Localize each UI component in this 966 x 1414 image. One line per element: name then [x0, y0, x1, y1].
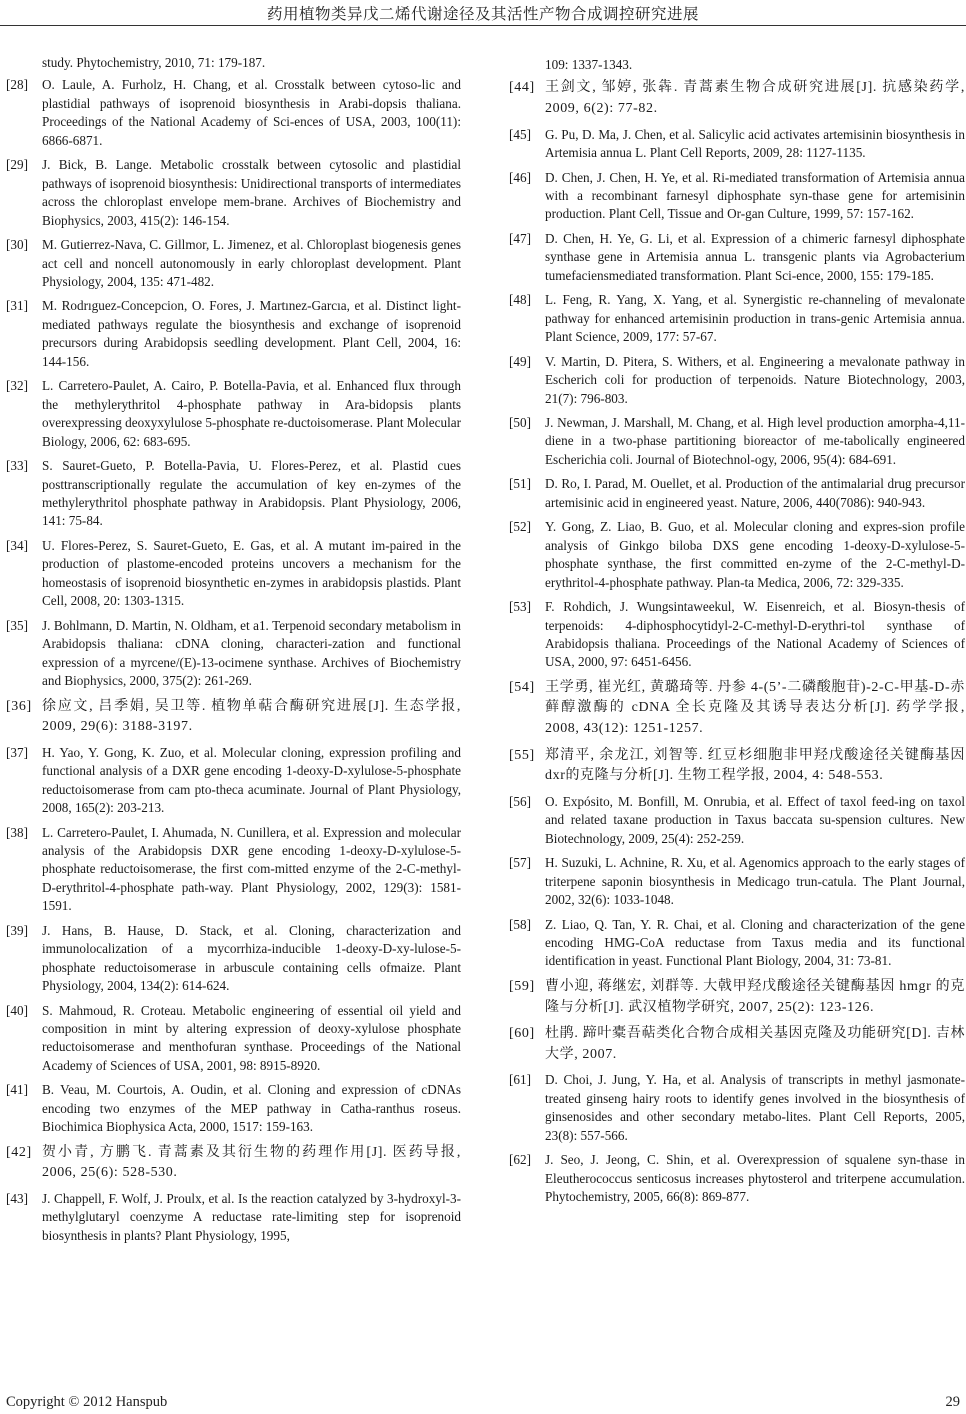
reference-text: S. Mahmoud, R. Croteau. Metabolic engineering of essential oil yield and composition in mint by altering expression of deoxy-xylulose phosphate reductoisomerase and menthofuran synthase. Proceedings of the National Academy of Sciences of USA, 2001, 98: 8915-8920.: [42, 1002, 461, 1073]
reference-number: [30]: [6, 237, 28, 253]
reference-number: [50]: [509, 414, 531, 430]
reference-continuation: [6, 54, 461, 72]
reference-item: [509, 230, 965, 285]
reference-item: [509, 916, 965, 971]
reference-number: [34]: [6, 537, 28, 553]
reference-item: [509, 518, 965, 592]
reference-item: [6, 1143, 461, 1184]
reference-number: [61]: [509, 1072, 531, 1088]
reference-number: [54]: [509, 679, 535, 695]
reference-text: Y. Gong, Z. Liao, B. Guo, et al. Molecular cloning and expres-sion profile analysis of Ginkgo biloba DXS gene encoding 1-deoxy-D-xylulose-5-phosphate synthase, the first committed en-zyme of the 2-C-methyl-D-erythritol-4-phosphate pathway. Plan-ta Medica, 2006, 72: 329-335.: [545, 519, 965, 590]
reference-text: 杜鹃. 蹄叶橐吾萜类化合物合成相关基因克隆及功能研究[D]. 吉林大学, 2007.: [545, 1026, 965, 1062]
reference-number: [31]: [6, 298, 28, 314]
reference-text: study. Phytochemistry, 2010, 71: 179-187.: [42, 55, 266, 70]
reference-number: [33]: [6, 458, 28, 474]
reference-item: [6, 1190, 461, 1245]
reference-text: H. Suzuki, L. Achnine, R. Xu, et al. Agenomics approach to the early stages of triterpene saponin biosynthesis in Medicago trun-catula. The Plant Journal, 2002, 32(6): 1033-1048.: [545, 855, 965, 908]
reference-item: [6, 377, 461, 451]
copyright-footer: Copyright © 2012 Hanspub: [6, 1394, 168, 1410]
reference-item: [509, 414, 965, 469]
reference-text: Z. Liao, Q. Tan, Y. R. Chai, et al. Cloning and characterization of the gene encoding HMG-CoA reductase from Taxus media and its functional identification in yeast. Functional Plant Biology, 2004, 31: 73-81.: [545, 916, 965, 969]
reference-item: [6, 1002, 461, 1076]
reference-item: [509, 78, 965, 119]
reference-item: [509, 1024, 965, 1065]
reference-number: [62]: [509, 1152, 531, 1168]
reference-number: [42]: [6, 1144, 32, 1160]
reference-text: U. Flores-Perez, S. Sauret-Gueto, E. Gas, et al. A mutant im-paired in the production of plastome-encoded proteins uncovers a mechanism for the homeostasis of isoprenoid biosynthetic en-zymes in arabidopsis plastids. Plant Cell, 2008, 20: 1303-1315.: [42, 537, 461, 609]
reference-item: [6, 76, 461, 150]
reference-text: S. Sauret-Gueto, P. Botella-Pavia, U. Flores-Perez, et al. Plastid cues posttranscriptionally regulate the accumulation of key en-zymes of the methylerythritol phosphate pathway in Arabidopsis. Plant Physiology, 2006, 141: 75-84.: [42, 458, 461, 529]
reference-number: [41]: [6, 1082, 28, 1098]
reference-text: 109: 1337-1343.: [545, 57, 633, 72]
reference-number: [52]: [509, 519, 531, 535]
reference-number: [47]: [509, 230, 531, 246]
reference-item: [6, 236, 461, 291]
reference-number: [57]: [509, 855, 531, 871]
reference-text: H. Yao, Y. Gong, K. Zuo, et al. Molecular cloning, expression profiling and functional analysis of a DXR gene encoding 1-deoxy-D-xylulose-5-phosphate reductoisomerase from cam pto-theca acuminate. Journal of Plant Physiology, 2008, 165(2): 203-213.: [42, 744, 461, 816]
reference-item: [6, 922, 461, 996]
reference-item: [6, 697, 461, 738]
reference-item: [509, 746, 965, 787]
reference-text: D. Chen, J. Chen, H. Ye, et al. Ri-mediated transformation of Artemisia annua with a recombinant farnesyl diphosphate syn-thase gene for artemisinin production. Plant Cell, Tissue and Or-gan Culture, 1999, 57: 157-162.: [545, 169, 965, 222]
reference-text: O. Expósito, M. Bonfill, M. Onrubia, et al. Effect of taxol feed-ing on taxol and related taxane production in Taxus baccata su-spension cultures. New Biotechnology, 2009, 25(4): 252-259.: [545, 793, 965, 846]
reference-text: J. Hans, B. Hause, D. Stack, et al. Cloning, characterization and immunolocalization of a mycorrhiza-inducible 1-deoxy-D-xy-lulose-5-phosphate reductoisomerase in arbuscule containing cells ofmaize. Plant Physiology, 2004, 134(2): 614-624.: [42, 922, 461, 994]
reference-text: L. Carretero-Paulet, A. Cairo, P. Botella-Pavia, et al. Enhanced flux through the methylerythritol 4-phosphate pathway in Ara-bidopsis plants overexpressing deoxyxylulose 5-phosphate re-ductoisomerase. Plant Molecular Biology, 2006, 62: 683-695.: [42, 378, 461, 449]
reference-item: [6, 617, 461, 691]
reference-text: J. Newman, J. Marshall, M. Chang, et al. High level production amorpha-4,11-diene in a two-phase partitioning bioreactor of me-tabolically engineered Escherichia coli. Journal of Biotechnol-ogy, 2006, 95(4): 684-691.: [545, 414, 965, 467]
running-header: 药用植物类异戊二烯代谢途径及其活性产物合成调控研究进展: [266, 6, 699, 23]
reference-text: J. Seo, J. Jeong, C. Shin, et al. Overexpression of squalene syn-thase in Eleutherococcus senticosus increases phytosterol and triterpene accumulation. Phytochemistry, 2005, 66(8): 869-877.: [545, 1152, 965, 1205]
reference-item: [509, 598, 965, 672]
reference-item: [6, 457, 461, 531]
reference-text: M. Gutierrez-Nava, C. Gillmor, L. Jimenez, et al. Chloroplast biogenesis genes act cell and noncell autonomously in early chloroplast development. Plant Physiology, 2004, 135: 471-482.: [42, 237, 461, 289]
reference-number: [44]: [509, 80, 535, 96]
reference-item: [509, 977, 965, 1018]
reference-number: [29]: [6, 157, 28, 173]
reference-text: 郑清平, 余龙江, 刘智等. 红豆杉细胞非甲羟戊酸途径关键酶基因 dxr的克隆与分析[J]. 生物工程学报, 2004, 4: 548-553.: [545, 747, 965, 784]
reference-number: [39]: [6, 922, 28, 938]
reference-text: G. Pu, D. Ma, J. Chen, et al. Salicylic acid activates artemisinin biosynthesis in Artemisia annua L. Plant Cell Reports, 2009, 28: 1127-1135.: [545, 126, 965, 161]
reference-text: 曹小迎, 蒋继宏, 刘群等. 大戟甲羟戊酸途径关键酶基因 hmgr 的克隆与分析[J]. 武汉植物学研究, 2007, 25(2): 123-126.: [545, 978, 965, 1015]
reference-text: 徐应文, 吕季娟, 吴卫等. 植物单萜合酶研究进展[J]. 生态学报, 2009, 29(6): 3188-3197.: [42, 698, 461, 735]
reference-column-right: [509, 56, 965, 1212]
reference-number: [48]: [509, 292, 531, 308]
reference-item: [509, 793, 965, 848]
reference-number: [55]: [509, 747, 535, 763]
reference-item: [6, 156, 461, 230]
reference-text: 王剑文, 邹婷, 张犇. 青蒿素生物合成研究进展[J]. 抗感染药学, 2009, 6(2): 77-82.: [545, 80, 965, 117]
reference-item: [6, 744, 461, 818]
reference-text: D. Chen, H. Ye, G. Li, et al. Expression of a chimeric farnesyl diphosphate synthase gene in Artemisia annua L. transgenic plants via Agrobacterium tumefaciensmediated transformation. Plant Sci-ence, 2000, 155: 179-185.: [545, 230, 965, 283]
reference-number: [43]: [6, 1190, 28, 1206]
reference-column-left: [6, 54, 461, 1251]
reference-number: [51]: [509, 476, 531, 492]
reference-item: [509, 353, 965, 408]
reference-text: F. Rohdich, J. Wungsintaweekul, W. Eisenreich, et al. Biosyn-thesis of terpenoids: 4-diphosphocytidyl-2-C-methyl-D-erythri-tol synthase of Arabidopsis thaliana. Proceedings of the National Academy of Sciences of USA, 2000, 97: 6451-6456.: [545, 599, 965, 670]
reference-item: [6, 824, 461, 916]
reference-number: [59]: [509, 978, 535, 994]
reference-number: [53]: [509, 599, 531, 615]
header-rule: [0, 25, 966, 26]
reference-item: [509, 126, 965, 163]
reference-number: [32]: [6, 378, 28, 394]
reference-item: [509, 475, 965, 512]
reference-text: 贺小青, 方鹏飞. 青蒿素及其衍生物的药理作用[J]. 医药导报, 2006, 25(6): 528-530.: [42, 1144, 461, 1181]
reference-item: [6, 297, 461, 371]
reference-text: L. Feng, R. Yang, X. Yang, et al. Synergistic re-channeling of mevalonate pathway for enhanced artemisinin production in trans-genic Artemisia annua. Plant Science, 2009, 177: 57-67.: [545, 292, 965, 345]
reference-number: [45]: [509, 126, 531, 142]
reference-item: [509, 169, 965, 224]
reference-item: [509, 854, 965, 909]
reference-number: [35]: [6, 617, 28, 633]
reference-text: V. Martin, D. Pitera, S. Withers, et al. Engineering a mevalonate pathway in Escherich coli for production of terpenoids. Nature Biotechnology, 2003, 21(7): 796-803.: [545, 353, 965, 406]
reference-text: J. Bohlmann, D. Martin, N. Oldham, et a1. Terpenoid secondary metabolism in Arabidopsis thaliana: cDNA cloning, characteri-zation and functional expression of a myrcene/(E)-13-ocimene synthase. Archives of Biochemistry and Biophysics, 2000, 375(2): 261-269.: [42, 617, 461, 689]
reference-text: D. Choi, J. Jung, Y. Ha, et al. Analysis of transcripts in methyl jasmonate-treated ginseng hairy roots to identify genes involved in the biosynthesis of ginsenosides and other secondary metabo-lites. Plant Cell Reports, 2005, 23(8): 557-566.: [545, 1072, 965, 1143]
reference-item: [6, 537, 461, 611]
reference-text: B. Veau, M. Courtois, A. Oudin, et al. Cloning and expression of cDNAs encoding two enzymes of the MEP pathway in Catha-ranthus roseus. Biochimica Biophysica Acta, 2000, 1517: 159-163.: [42, 1082, 461, 1135]
reference-text: J. Chappell, F. Wolf, J. Proulx, et al. Is the reaction catalyzed by 3-hydroxyl-3-methylglutaryl coenzyme A reductase rate-limiting step for isoprenoid biosynthesis in plants? Plant Physiology, 1995,: [42, 1190, 461, 1243]
reference-number: [38]: [6, 824, 28, 840]
reference-number: [46]: [509, 169, 531, 185]
reference-continuation: [509, 56, 965, 74]
reference-text: D. Ro, I. Parad, M. Ouellet, et al. Production of the antimalarial drug precursor artemisinic acid in engineered yeast. Nature, 2006, 440(7086): 940-943.: [545, 476, 965, 510]
reference-item: [509, 1071, 965, 1145]
reference-item: [509, 678, 965, 740]
reference-text: O. Laule, A. Furholz, H. Chang, et al. Crosstalk between cytoso-lic and plastidial pathways of isoprenoid biosynthesis in Arabi-dopsis thaliana. Proceedings of the National Academy of Sci-ences of USA, 2003, 100(11): 6866-6871.: [42, 77, 461, 148]
reference-number: [37]: [6, 744, 28, 760]
reference-text: 王学勇, 崔光红, 黄璐琦等. 丹参 4-(5’-二磷酸胞苷)-2-C-甲基-D-赤藓醇激酶的 cDNA 全长克隆及其诱导表达分析[J]. 药学学报, 2008, 43(12): 1251-1257.: [545, 679, 965, 737]
reference-number: [36]: [6, 698, 32, 714]
reference-number: [56]: [509, 793, 531, 809]
page-number: 29: [945, 1394, 960, 1410]
reference-item: [509, 1151, 965, 1206]
reference-number: [60]: [509, 1026, 535, 1042]
reference-number: [58]: [509, 916, 531, 932]
reference-number: [40]: [6, 1002, 28, 1018]
reference-item: [509, 291, 965, 346]
reference-text: L. Carretero-Paulet, I. Ahumada, N. Cunillera, et al. Expression and molecular analysis of the Arabidopsis DXR gene encoding 1-deoxy-D-xylulose-5-phosphate reductoisomerase, the first com-mitted enzyme of the 2-C-methyl-D-erythritol-4-phosphate path-way. Plant Physiology, 2002, 129(3): 1581-1591.: [42, 824, 461, 914]
reference-number: [28]: [6, 77, 28, 93]
reference-text: J. Bick, B. Lange. Metabolic crosstalk between cytosolic and plastidial pathways of isoprenoid biosynthesis: Unidirectional transports of intermediates across the chloroplast envelope mem-brane. Archives of Biochemistry and Biophysics, 2003, 415(2): 146-154.: [42, 157, 461, 228]
reference-number: [49]: [509, 353, 531, 369]
reference-item: [6, 1081, 461, 1136]
reference-text: M. Rodrıguez-Concepcion, O. Fores, J. Martınez-Garcıa, et al. Distinct light-mediated pathways regulate the biosynthesis and exchange of isoprenoid precursors during Arabidopsis seedling development. Plant Cell, 2004, 16: 144-156.: [42, 298, 461, 369]
